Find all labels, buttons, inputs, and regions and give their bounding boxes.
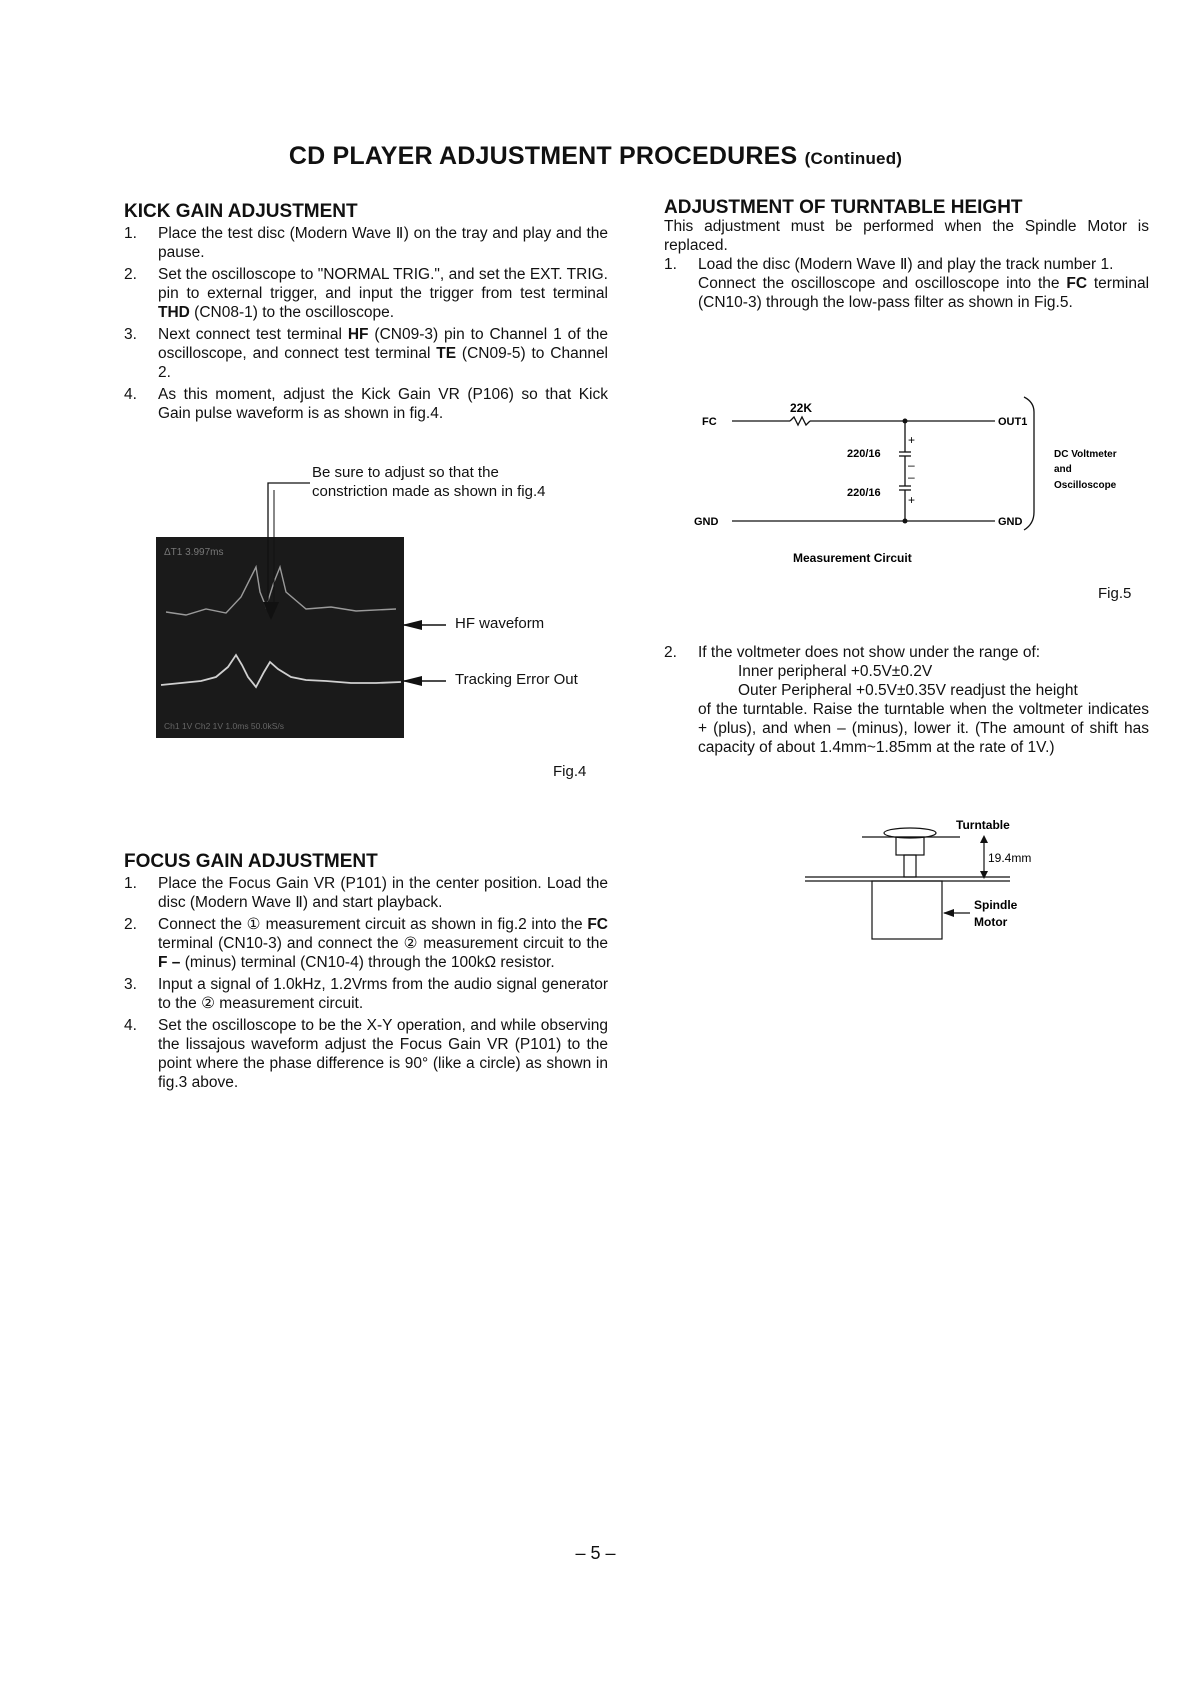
kick-step-1: 1. Place the test disc (Modern Wave Ⅱ) on the tray and play and the pause. xyxy=(124,225,608,261)
out1-label: OUT1 xyxy=(998,416,1028,428)
resistor-22k xyxy=(790,417,810,425)
bracket-label-1: DC Voltmeter xyxy=(1054,449,1117,460)
turntable-step-2: 2. If the voltmeter does not show under the range of: Inner peripheral +0.5V±0.2V Outer Peripheral +0.5V±0.35V readjust the height of the turntable. Raise the turntable when the voltmeter indicates + (plus), and when – (minus), lower it. (The amount of shift has capacity of about 1.4mm~1.85mm at the rate of 1V.) xyxy=(664,644,1149,756)
spindle-motor-body xyxy=(872,881,942,939)
junction-bottom xyxy=(903,519,908,524)
spindle-label-1: Spindle xyxy=(974,898,1018,912)
kick-gain-heading: KICK GAIN ADJUSTMENT xyxy=(124,201,358,222)
cap2-minus: – xyxy=(908,470,915,484)
fig4-label: Fig.4 xyxy=(553,763,587,780)
spindle-arrowhead xyxy=(943,909,954,917)
hf-arrowhead xyxy=(402,620,422,630)
junction-top xyxy=(903,419,908,424)
bracket-label-3: Oscilloscope xyxy=(1054,480,1117,491)
hf-waveform-label: HF waveform xyxy=(455,615,545,632)
turntable-section xyxy=(664,198,1149,315)
tracking-error-label: Tracking Error Out xyxy=(455,671,578,688)
turntable-heading: ADJUSTMENT OF TURNTABLE HEIGHT xyxy=(664,197,1023,218)
cap1-label: 220/16 xyxy=(847,448,881,460)
te-arrowhead xyxy=(402,676,422,686)
fc-label: FC xyxy=(702,416,717,428)
kick-step-2: 2. Set the oscilloscope to "NORMAL TRIG.", and set the EXT. TRIG. pin to external trigger, and input the trigger from test terminal THD (CN08-1) to the oscilloscope. xyxy=(124,266,608,321)
focus-step-2: 2. Connect the ① measurement circuit as shown in fig.2 into the FC terminal (CN10-3) and connect the ② measurement circuit to the F – (minus) terminal (CN10-4) through the 100kΩ resistor. xyxy=(124,916,608,971)
spindle-shaft xyxy=(904,855,916,877)
kick-step-4: 4. As this moment, adjust the Kick Gain VR (P106) so that Kick Gain pulse waveform is as shown in fig.4. xyxy=(124,386,608,422)
turntable-step-1: 1. Load the disc (Modern Wave Ⅱ) and play the track number 1. Connect the oscilloscope and oscilloscope into the FC terminal (CN10-3) through the low-pass filter as shown in Fig.5. xyxy=(664,256,1150,311)
focus-gain-heading: FOCUS GAIN ADJUSTMENT xyxy=(124,851,378,872)
scope-top-readout: ΔT1 3.997ms xyxy=(164,547,224,558)
scope-bottom-readout: Ch1 1V Ch2 1V 1.0ms 50.0kS/s xyxy=(164,721,285,731)
gnd-right-label: GND xyxy=(998,516,1023,528)
turntable-hub xyxy=(896,837,924,855)
kick-step-3: 3. Next connect test terminal HF (CN09-3) pin to Channel 1 of the oscilloscope, and connect test terminal TE (CN09-5) to Channel 2. xyxy=(124,326,609,381)
cap1-plus: + xyxy=(908,433,916,447)
measurement-circuit xyxy=(690,392,1150,572)
title-suffix: (Continued) xyxy=(804,149,903,168)
focus-step-3: 3. Input a signal of 1.0kHz, 1.2Vrms from the audio signal generator to the ② measurement circuit. xyxy=(124,976,608,1012)
fig4-arrows xyxy=(150,470,580,730)
focus-gain-section xyxy=(124,852,608,1095)
kick-gain-section xyxy=(124,202,608,426)
turntable-diagram xyxy=(800,815,1060,955)
focus-step-4: 4. Set the oscilloscope to be the X-Y operation, and while observing the lissajous waveform adjust the Focus Gain VR (P101) to the point where the phase difference is 90° (like a circle) as shown in fig.3 above. xyxy=(124,1017,608,1091)
cap2-plus: + xyxy=(908,493,916,507)
height-arrow-top xyxy=(980,835,988,843)
turntable-intro: This adjustment must be performed when the Spindle Motor is replaced. xyxy=(664,218,1149,254)
turntable-label: Turntable xyxy=(956,818,1010,832)
fig5-label: Fig.5 xyxy=(1098,585,1132,602)
note-arrowhead xyxy=(263,602,279,620)
cap1-minus: – xyxy=(908,458,915,472)
cap2-label: 220/16 xyxy=(847,487,881,499)
spindle-label-2: Motor xyxy=(974,915,1008,929)
page-number: – 5 – xyxy=(575,1543,616,1563)
fig4-note: Be sure to adjust so that the constriction made as shown in fig.4 xyxy=(312,464,546,500)
height-arrow-bottom xyxy=(980,871,988,879)
circuit-caption: Measurement Circuit xyxy=(793,551,912,565)
height-label: 19.4mm xyxy=(988,851,1032,865)
bracket-label-2: and xyxy=(1054,464,1072,475)
gnd-label: GND xyxy=(694,516,719,528)
resistor-label: 22K xyxy=(790,401,813,415)
page-title: CD PLAYER ADJUSTMENT PROCEDURES (Continued) xyxy=(288,142,903,170)
focus-step-1: 1. Place the Focus Gain VR (P101) in the center position. Load the disc (Modern Wave Ⅱ) and start playback. xyxy=(124,875,608,911)
